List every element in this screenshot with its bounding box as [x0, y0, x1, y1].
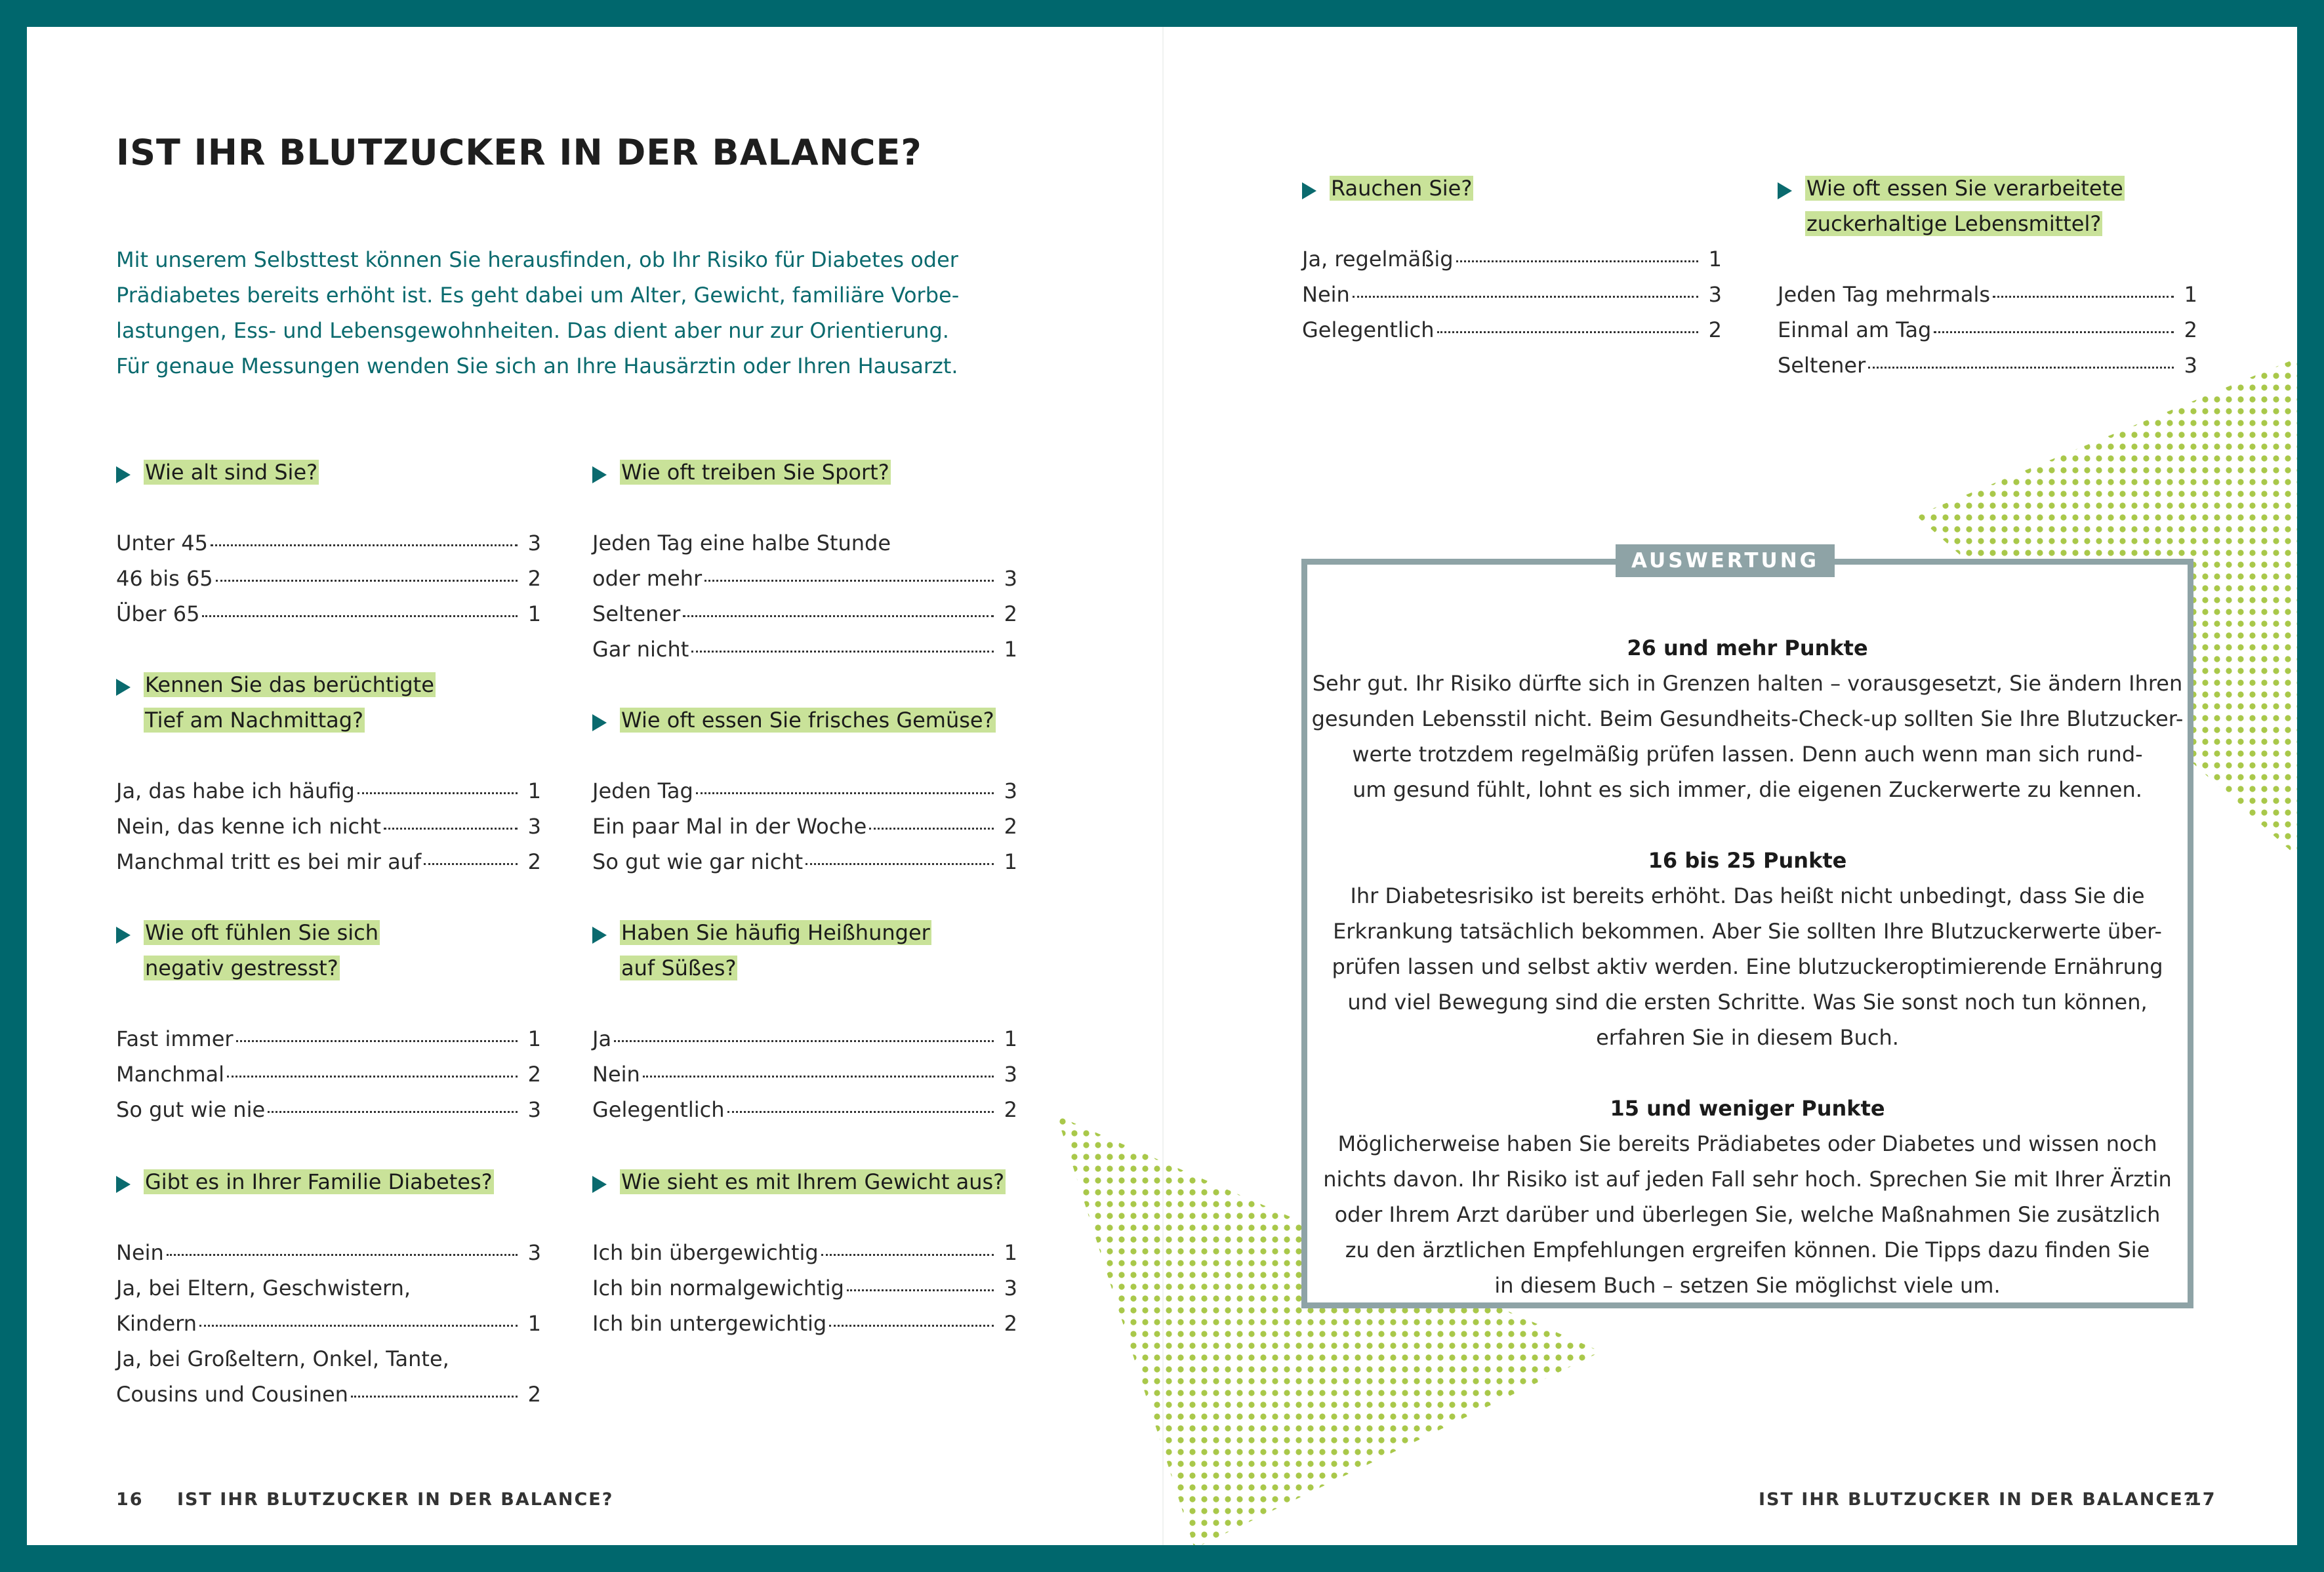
option-row — [1778, 312, 2197, 348]
dotted-leader — [821, 1254, 994, 1256]
question-heading — [1778, 171, 2197, 241]
dotted-leader — [1437, 331, 1698, 333]
option-label: Seltener — [592, 601, 681, 626]
options-list — [1778, 277, 2197, 383]
option-points: 2 — [2184, 317, 2197, 342]
option-label: So gut wie nie — [116, 1097, 266, 1122]
option-label: Unter 45 — [116, 531, 208, 555]
dotted-leader — [351, 1396, 518, 1398]
option-row — [592, 1021, 1017, 1057]
dotted-leader — [199, 1325, 518, 1327]
option-points: 3 — [527, 531, 541, 555]
question-rauchen — [1302, 171, 1722, 348]
options-list — [592, 1021, 1017, 1127]
result-block — [1307, 1091, 2188, 1303]
question-gewicht — [592, 1164, 1017, 1341]
intro-line: Mit unserem Selbsttest können Sie herausfinden, ob Ihr Risiko für Diabetes oder — [116, 247, 958, 272]
option-points: 1 — [1004, 1240, 1017, 1265]
triangle-arrow-icon — [116, 927, 131, 944]
option-label: Gelegentlich — [592, 1097, 725, 1122]
option-label: Ein paar Mal in der Woche — [592, 814, 867, 839]
dotted-leader — [1353, 296, 1698, 298]
question-heading — [592, 702, 1017, 738]
question-heading — [592, 1164, 1017, 1199]
result-line: werte trotzdem regelmäßig prüfen lassen. Denn auch wenn man sich rund- — [1352, 742, 2143, 767]
question-text: Haben Sie häufig Heißhunger — [621, 920, 930, 945]
option-row — [116, 844, 541, 879]
option-label: Ja — [592, 1026, 612, 1051]
option-row — [1302, 277, 1722, 312]
option-label: Cousins und Cousinen — [116, 1382, 348, 1407]
option-points: 3 — [2184, 353, 2197, 378]
option-points: 3 — [1708, 282, 1722, 307]
dotted-leader — [704, 580, 994, 582]
option-points: 3 — [527, 1097, 541, 1122]
dotted-leader — [167, 1254, 518, 1256]
dotted-leader — [227, 1076, 518, 1078]
option-label: oder mehr — [592, 566, 703, 591]
result-line: erfahren Sie in diesem Buch. — [1596, 1025, 1899, 1050]
result-heading: 15 und weniger Punkte — [1610, 1096, 1885, 1121]
option-label: Ja, regelmäßig — [1302, 247, 1454, 272]
option-row — [592, 809, 1017, 844]
option-label-line: Ja, bei Großeltern, Onkel, Tante, — [116, 1346, 449, 1371]
dotted-leader — [805, 863, 994, 865]
result-heading: 26 und mehr Punkte — [1627, 635, 1868, 660]
option-row — [1778, 348, 2197, 383]
question-gemuese — [592, 702, 1017, 879]
option-row — [116, 1377, 541, 1412]
options-list — [592, 773, 1017, 879]
question-text: Gibt es in Ihrer Familie Diabetes? — [145, 1169, 493, 1194]
result-line: in diesem Buch – setzen Sie möglichst viele um. — [1494, 1273, 2001, 1298]
question-text: Wie oft treiben Sie Sport? — [621, 460, 889, 485]
option-label: 46 bis 65 — [116, 566, 213, 591]
intro-text — [116, 242, 1034, 384]
dotted-leader — [1934, 331, 2174, 333]
option-row — [592, 1057, 1017, 1092]
result-line: oder Ihrem Arzt darüber und überlegen Sie, welche Maßnahmen Sie zusätzlich — [1334, 1202, 2161, 1227]
option-row — [592, 596, 1017, 632]
option-label: Kindern — [116, 1311, 197, 1336]
option-label-line: Jeden Tag eine halbe Stunde — [592, 531, 891, 555]
triangle-arrow-icon — [1302, 182, 1316, 199]
option-label: Nein, das kenne ich nicht — [116, 814, 381, 839]
question-text: Wie oft essen Sie verarbeitete — [1806, 176, 2123, 201]
option-row — [116, 525, 541, 561]
option-points: 1 — [1004, 1026, 1017, 1051]
option-points: 1 — [527, 1026, 541, 1051]
option-row — [116, 561, 541, 596]
option-row — [1778, 277, 2197, 312]
dotted-leader — [683, 615, 994, 617]
dotted-leader — [424, 863, 518, 865]
triangle-arrow-icon — [116, 466, 131, 483]
question-heading — [116, 454, 541, 490]
question-heading — [592, 454, 1017, 490]
question-heading — [116, 1164, 541, 1199]
options-list — [1302, 241, 1722, 348]
option-row — [116, 1235, 541, 1270]
option-row — [592, 632, 1017, 667]
dotted-leader — [1993, 296, 2174, 298]
option-label: Ja, das habe ich häufig — [116, 778, 355, 803]
dotted-leader — [727, 1111, 994, 1113]
options-list — [116, 1235, 541, 1412]
question-text: Wie oft essen Sie frisches Gemüse? — [621, 708, 994, 733]
option-label: Nein — [1302, 282, 1350, 307]
option-points: 3 — [1004, 1062, 1017, 1087]
question-text: Wie sieht es mit Ihrem Gewicht aus? — [621, 1169, 1005, 1194]
result-heading: 16 bis 25 Punkte — [1648, 848, 1847, 873]
question-text: Wie oft fühlen Sie sich — [145, 920, 379, 945]
option-points: 2 — [1004, 814, 1017, 839]
option-row — [116, 1057, 541, 1092]
question-heisshunger — [592, 915, 1017, 1127]
result-line: Ihr Diabetesrisiko ist bereits erhöht. Das heißt nicht unbedingt, dass Sie die — [1350, 883, 2145, 908]
evaluation-label: AUSWERTUNG — [1616, 544, 1835, 577]
result-block — [1307, 843, 2188, 1055]
result-line: prüfen lassen und selbst aktiv werden. Eine blutzuckeroptimierende Ernährung — [1332, 954, 2163, 979]
option-row — [592, 1306, 1017, 1341]
option-points: 2 — [1004, 1311, 1017, 1336]
option-points: 2 — [1708, 317, 1722, 342]
question-stress — [116, 915, 541, 1127]
option-label: Jeden Tag mehrmals — [1778, 282, 1990, 307]
dotted-leader — [211, 544, 518, 546]
option-label: Fast immer — [116, 1026, 234, 1051]
triangle-arrow-icon — [116, 1176, 131, 1193]
dotted-leader — [236, 1040, 518, 1042]
option-row — [116, 1021, 541, 1057]
dotted-leader — [829, 1325, 994, 1327]
dotted-leader — [1456, 260, 1698, 262]
result-line: und viel Bewegung sind die ersten Schritte. Was Sie sonst noch tun können, — [1347, 990, 2148, 1015]
question-alter — [116, 454, 541, 632]
question-sport — [592, 454, 1017, 667]
option-label: Manchmal — [116, 1062, 225, 1087]
result-line: zu den ärztlichen Empfehlungen ergreifen können. Die Tipps dazu finden Sie — [1345, 1238, 2150, 1262]
intro-line: Für genaue Messungen wenden Sie sich an Ihre Hausärztin oder Ihren Hausarzt. — [116, 353, 958, 378]
running-title-left: IST IHR BLUTZUCKER IN DER BALANCE? — [177, 1489, 614, 1510]
option-label: Seltener — [1778, 353, 1866, 378]
option-label: Nein — [116, 1240, 164, 1265]
options-list — [116, 773, 541, 879]
question-text: Wie alt sind Sie? — [145, 460, 318, 485]
result-line: gesunden Lebensstil nicht. Beim Gesundheits-Check-up sollten Sie Ihre Blutzucker- — [1311, 706, 2184, 731]
result-line: Sehr gut. Ihr Risiko dürfte sich in Grenzen halten – vorausgesetzt, Sie ändern Ihren — [1312, 671, 2183, 696]
running-title-right: IST IHR BLUTZUCKER IN DER BALANCE? — [1759, 1489, 2195, 1510]
option-row — [592, 1092, 1017, 1127]
evaluation-box — [1301, 549, 2193, 1308]
option-label-line: Ja, bei Eltern, Geschwistern, — [116, 1276, 411, 1300]
question-heading — [592, 915, 1017, 986]
option-points: 3 — [527, 814, 541, 839]
option-label: So gut wie gar nicht — [592, 849, 804, 874]
dotted-leader — [216, 580, 518, 582]
triangle-arrow-icon — [592, 1176, 607, 1193]
option-points: 3 — [1004, 1276, 1017, 1300]
option-label: Nein — [592, 1062, 640, 1087]
option-label: Ich bin normalgewichtig — [592, 1276, 844, 1300]
question-text: Tief am Nachmittag? — [145, 708, 364, 733]
dotted-leader — [696, 792, 994, 794]
option-row — [116, 1092, 541, 1127]
option-points: 2 — [527, 849, 541, 874]
option-row — [1302, 312, 1722, 348]
result-line: um gesund fühlt, lohnt es sich immer, die eigenen Zuckerwerte zu kennen. — [1353, 777, 2142, 802]
evaluation-content — [1307, 630, 2188, 1303]
option-row — [116, 773, 541, 809]
option-points: 3 — [1004, 566, 1017, 591]
dotted-leader — [384, 828, 518, 830]
dotted-leader — [614, 1040, 994, 1042]
option-points: 2 — [527, 1062, 541, 1087]
option-points: 1 — [1004, 637, 1017, 662]
question-heading — [116, 915, 541, 986]
question-text: Kennen Sie das berüchtigte — [145, 672, 434, 697]
option-points: 1 — [1708, 247, 1722, 272]
dotted-leader — [869, 828, 994, 830]
triangle-arrow-icon — [592, 466, 607, 483]
question-heading — [1302, 171, 1722, 206]
options-list — [592, 525, 1017, 667]
option-row — [116, 809, 541, 844]
page-number-left: 16 — [116, 1489, 144, 1510]
dotted-leader — [1868, 367, 2174, 369]
dotted-leader — [268, 1111, 518, 1113]
triangle-arrow-icon — [592, 714, 607, 731]
option-points: 1 — [527, 1311, 541, 1336]
option-label: Einmal am Tag — [1778, 317, 1932, 342]
option-row — [592, 1270, 1017, 1306]
option-row — [592, 844, 1017, 879]
option-label: Ich bin übergewichtig — [592, 1240, 819, 1265]
dotted-leader — [357, 792, 518, 794]
option-row — [592, 773, 1017, 809]
option-points: 2 — [527, 1382, 541, 1407]
options-list — [592, 1235, 1017, 1341]
triangle-arrow-icon — [116, 679, 131, 696]
book-spread — [27, 27, 2297, 1545]
option-row — [592, 1235, 1017, 1270]
option-points: 1 — [2184, 282, 2197, 307]
dotted-leader — [202, 615, 518, 617]
result-line: Möglicherweise haben Sie bereits Prädiabetes oder Diabetes und wissen noch — [1337, 1131, 2157, 1156]
question-text: negativ gestresst? — [145, 956, 338, 980]
question-familie — [116, 1164, 541, 1412]
triangle-arrow-icon — [1778, 182, 1792, 199]
option-points: 3 — [1004, 778, 1017, 803]
page-title: IST IHR BLUTZUCKER IN DER BALANCE? — [116, 132, 922, 173]
option-row — [116, 1306, 541, 1341]
result-block — [1307, 630, 2188, 807]
dotted-leader — [643, 1076, 994, 1078]
triangle-arrow-icon — [592, 927, 607, 944]
option-label: Ich bin untergewichtig — [592, 1311, 827, 1336]
option-row — [1302, 241, 1722, 277]
options-list — [116, 525, 541, 632]
option-row — [592, 561, 1017, 596]
question-tief — [116, 667, 541, 879]
option-points: 2 — [527, 566, 541, 591]
intro-line: Prädiabetes bereits erhöht ist. Es geht dabei um Alter, Gewicht, familiäre Vorbe- — [116, 283, 960, 308]
question-heading — [116, 667, 541, 738]
question-text: zuckerhaltige Lebensmittel? — [1806, 211, 2102, 236]
dotted-leader — [691, 651, 994, 653]
option-label: Über 65 — [116, 601, 200, 626]
option-label: Manchmal tritt es bei mir auf — [116, 849, 422, 874]
result-line: Erkrankung tatsächlich bekommen. Aber Sie sollten Ihre Blutzuckerwerte über- — [1333, 919, 2162, 944]
intro-line: lastungen, Ess- und Lebensgewohnheiten. Das dient aber nur zur Orientierung. — [116, 318, 949, 343]
option-points: 2 — [1004, 1097, 1017, 1122]
question-verarbeitet — [1778, 171, 2197, 383]
option-label: Jeden Tag — [592, 778, 693, 803]
option-points: 1 — [527, 601, 541, 626]
dotted-leader — [847, 1289, 994, 1291]
option-points: 1 — [1004, 849, 1017, 874]
options-list — [116, 1021, 541, 1127]
page-number-right: 17 — [2189, 1489, 2216, 1510]
option-label: Gar nicht — [592, 637, 689, 662]
option-label: Gelegentlich — [1302, 317, 1435, 342]
option-points: 1 — [527, 778, 541, 803]
result-line: nichts davon. Ihr Risiko ist auf jeden Fall sehr hoch. Sprechen Sie mit Ihrer Ärztin — [1323, 1167, 2172, 1192]
question-text: Rauchen Sie? — [1331, 176, 1473, 201]
option-points: 2 — [1004, 601, 1017, 626]
option-row — [116, 596, 541, 632]
question-text: auf Süßes? — [621, 956, 737, 980]
option-points: 3 — [527, 1240, 541, 1265]
